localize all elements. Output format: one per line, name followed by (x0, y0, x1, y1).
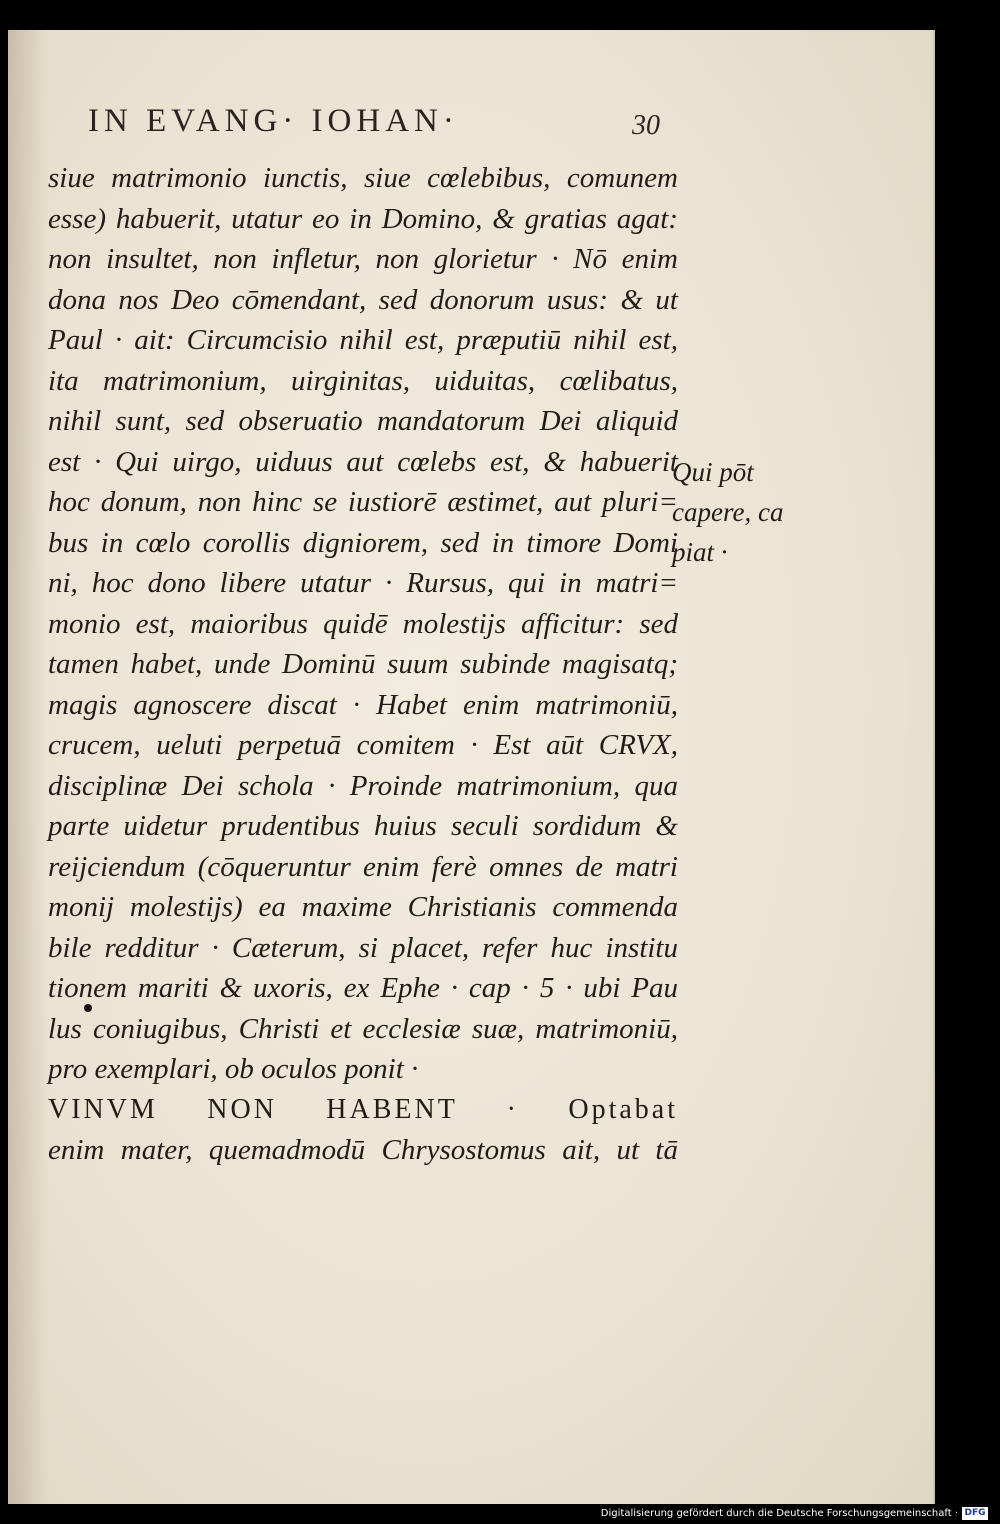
text-line: tionem mariti & uxoris, ex Ephe · cap · 5 · ubi Pau (48, 972, 678, 1004)
text-line: enim mater, quemadmodū Chrysostomus ait, ut tā (48, 1134, 678, 1166)
marginal-line: capere, ca (672, 497, 784, 527)
body-text (48, 158, 678, 1171)
text-line: reijciendum (cōqueruntur enim ferè omnes de matri (48, 850, 678, 883)
text-line: bus in cœlo corollis digniorem, sed in timore Domi (48, 526, 678, 559)
text-line: monio est, maioribus quidē molestijs afficitur: sed (48, 607, 678, 640)
text-line: tamen habet, unde Dominū suum subinde magisatq; (48, 648, 678, 680)
marginal-line: piat · (672, 537, 728, 567)
text-line: siue matrimonio iunctis, siue cœlebibus, comunem (48, 162, 678, 194)
text-line: ita matrimonium, uirginitas, uiduitas, cœlibatus, (48, 364, 678, 397)
running-title: IN EVANG· IOHAN· (88, 103, 459, 139)
text-line: magis agnoscere discat · Habet enim matrimoniū, (48, 688, 678, 721)
marginal-line: Qui pōt (672, 457, 754, 487)
text-line: monij molestijs) ea maxime Christianis commenda (48, 891, 678, 923)
text-line: lus coniugibus, Christi et ecclesiæ suæ, matrimoniū, (48, 1012, 678, 1045)
text-line: hoc donum, non hinc se iustiorē æstimet, aut pluri= (48, 486, 678, 518)
text-line: est · Qui uirgo, uiduus aut cœlebs est, & habuerit (48, 445, 678, 478)
text-line: nihil sunt, sed obseruatio mandatorum Dei aliquid (48, 405, 678, 437)
text-line: crucem, ueluti perpetuā comitem · Est aūt CRVX, (48, 729, 678, 761)
text-line: esse) habuerit, utatur eo in Domino, & gratias agat: (48, 202, 678, 235)
spine-shadow (8, 30, 48, 1504)
text-line: bile redditur · Cæterum, si placet, refer huc institu (48, 931, 678, 964)
ink-dot (84, 1004, 92, 1012)
text-line: disciplinæ Dei schola · Proinde matrimonium, qua (48, 769, 678, 802)
text-line: Paul · ait: Circumcisio nihil est, præputiū nihil est, (48, 324, 678, 356)
text-line: dona nos Deo cōmendant, sed donorum usus: & ut (48, 283, 678, 316)
text-line: non insultet, non infletur, non glorietur · Nō enim (48, 243, 678, 275)
marginal-note (672, 452, 802, 572)
digitization-credit: Digitalisierung gefördert durch die Deutsche Forschungsgemeinschaft · (600, 1508, 958, 1519)
text-line: pro exemplari, ob oculos ponit · (48, 1053, 419, 1085)
text-line: ni, hoc dono libere utatur · Rursus, qui in matri= (48, 567, 678, 599)
dfg-logo: DFG (962, 1507, 988, 1520)
folio-number: 30 (632, 110, 660, 141)
text-line: parte uidetur prudentibus huius seculi sordidum & (48, 810, 678, 842)
section-incipit: VINVM NON HABENT · Optabat (48, 1093, 678, 1125)
